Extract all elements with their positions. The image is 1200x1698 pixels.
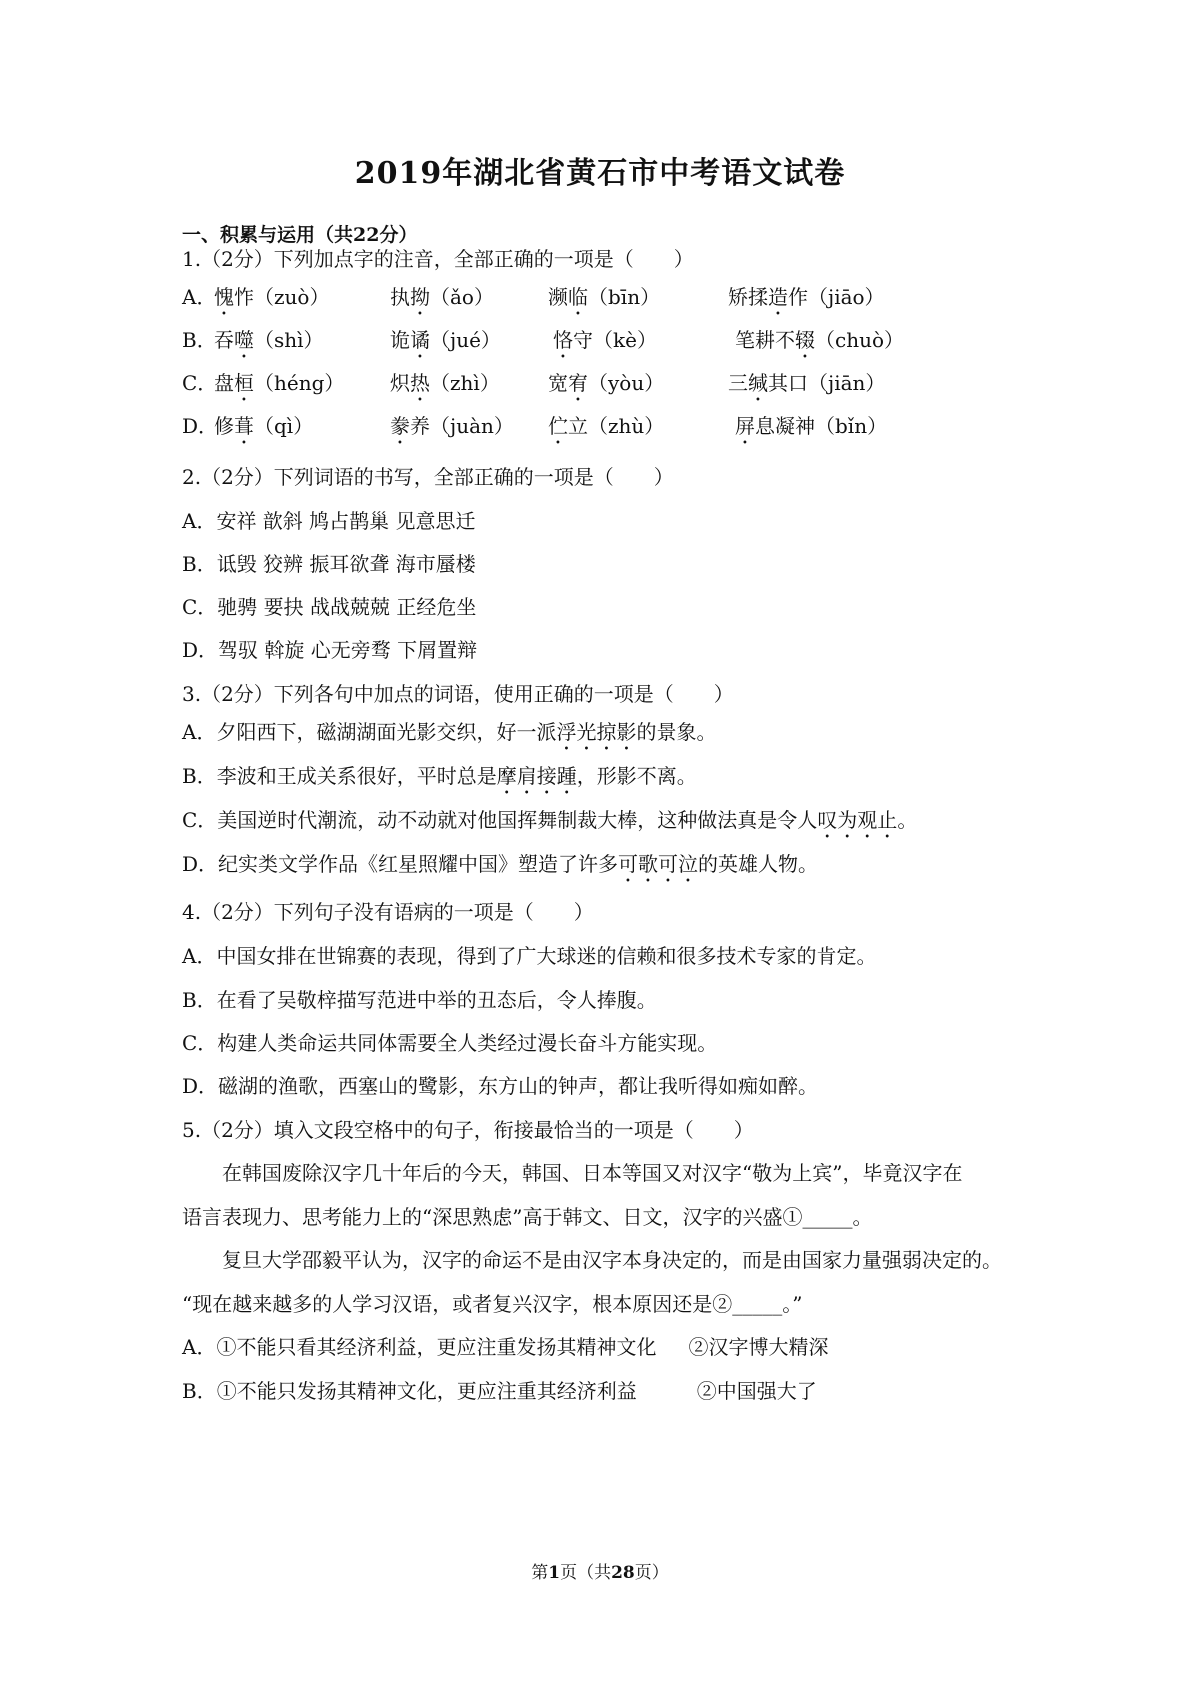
section-heading: 一、积累与运用（共22分） bbox=[182, 224, 418, 246]
q1-option-item: 矫揉造作（jiāo） bbox=[728, 285, 885, 309]
q1-option-item: 恪守（kè） bbox=[553, 328, 657, 352]
q5-paragraph-1b: 语言表现力、思考能力上的“深思熟虑”高于韩文、日文，汉字的兴盛①_____。 bbox=[182, 1205, 873, 1229]
q1-option-item: 豢养（juàn） bbox=[390, 414, 514, 438]
q3-stem: 3.（2分）下列各句中加点的词语，使用正确的一项是（ ） bbox=[182, 682, 734, 706]
q2-option-c: C．驰骋 要抉 战战兢兢 正经危坐 bbox=[182, 595, 477, 619]
q2-option-b: B．诋毁 狡辨 振耳欲聋 海市蜃楼 bbox=[182, 552, 476, 576]
q5-option-a: A．①不能只看其经济利益，更应注重发扬其精神文化 ②汉字博大精深 bbox=[182, 1335, 829, 1359]
q2-option-d: D．驾驭 斡旋 心无旁骛 下屑置辩 bbox=[182, 638, 478, 662]
q5-stem: 5.（2分）填入文段空格中的句子，衔接最恰当的一项是（ ） bbox=[182, 1118, 754, 1142]
q4-option-c: C．构建人类命运共同体需要全人类经过漫长奋斗方能实现。 bbox=[182, 1031, 718, 1055]
q4-option-a: A．中国女排在世锦赛的表现，得到了广大球迷的信赖和很多技术专家的肯定。 bbox=[182, 944, 877, 968]
q1-option-item: 笔耕不辍（chuò） bbox=[735, 328, 905, 352]
q1-option-label: A． bbox=[182, 285, 217, 309]
q2-stem: 2.（2分）下列词语的书写，全部正确的一项是（ ） bbox=[182, 465, 674, 489]
q1-option-item: 执拗（ǎo） bbox=[390, 285, 494, 309]
q3-option-b: B．李波和王成关系很好，平时总是摩肩接踵，形影不离。 bbox=[182, 764, 697, 788]
q1-option-item: 吞噬（shì） bbox=[214, 328, 324, 352]
q1-option-item: 诡谲（jué） bbox=[390, 328, 501, 352]
q1-option-item: 屏息凝神（bǐn） bbox=[735, 414, 888, 438]
q1-option-label: C． bbox=[182, 371, 218, 395]
q1-option-item: 三缄其口（jiān） bbox=[728, 371, 886, 395]
q1-option-item: 盘桓（héng） bbox=[214, 371, 345, 395]
q1-option-item: 愧怍（zuò） bbox=[214, 285, 330, 309]
q5-option-b: B．①不能只发扬其精神文化，更应注重其经济利益 ②中国强大了 bbox=[182, 1379, 817, 1403]
q3-option-d: D．纪实类文学作品《红星照耀中国》塑造了许多可歌可泣的英雄人物。 bbox=[182, 852, 819, 876]
q5-paragraph-1a: 在韩国废除汉字几十年后的今天，韩国、日本等国又对汉字“敬为上宾”，毕竟汉字在 bbox=[182, 1161, 963, 1185]
q1-option-label: D． bbox=[182, 414, 219, 438]
page-title: 2019年湖北省黄石市中考语文试卷 bbox=[354, 156, 846, 191]
q1-option-item: 宽宥（yòu） bbox=[548, 371, 665, 395]
q1-option-item: 濒临（bīn） bbox=[548, 285, 661, 309]
q5-paragraph-2a: 复旦大学邵毅平认为，汉字的命运不是由汉字本身决定的，而是由国家力量强弱决定的。 bbox=[182, 1248, 1002, 1272]
q1-option-item: 修葺（qì） bbox=[214, 414, 314, 438]
q4-stem: 4.（2分）下列句子没有语病的一项是（ ） bbox=[182, 900, 594, 924]
q4-option-d: D．磁湖的渔歌，西塞山的鹭影，东方山的钟声，都让我听得如痴如醉。 bbox=[182, 1074, 819, 1098]
q1-option-item: 伫立（zhù） bbox=[548, 414, 665, 438]
q5-paragraph-2b: “现在越来越多的人学习汉语，或者复兴汉字，根本原因还是②_____。” bbox=[182, 1292, 803, 1316]
q1-stem: 1.（2分）下列加点字的注音，全部正确的一项是（ ） bbox=[182, 247, 694, 271]
page-footer: 第1页（共28页） bbox=[531, 1563, 669, 1583]
q3-option-c: C．美国逆时代潮流，动不动就对他国挥舞制裁大棒，这种做法真是令人叹为观止。 bbox=[182, 808, 918, 832]
q3-option-a: A．夕阳西下，磁湖湖面光影交织，好一派浮光掠影的景象。 bbox=[182, 720, 717, 744]
q2-option-a: A．安祥 歆斜 鸠占鹊巢 见意思迁 bbox=[182, 509, 476, 533]
q4-option-b: B．在看了吴敬梓描写范进中举的丑态后，令人捧腹。 bbox=[182, 988, 657, 1012]
q1-option-item: 炽热（zhì） bbox=[390, 371, 500, 395]
q1-option-label: B． bbox=[182, 328, 217, 352]
